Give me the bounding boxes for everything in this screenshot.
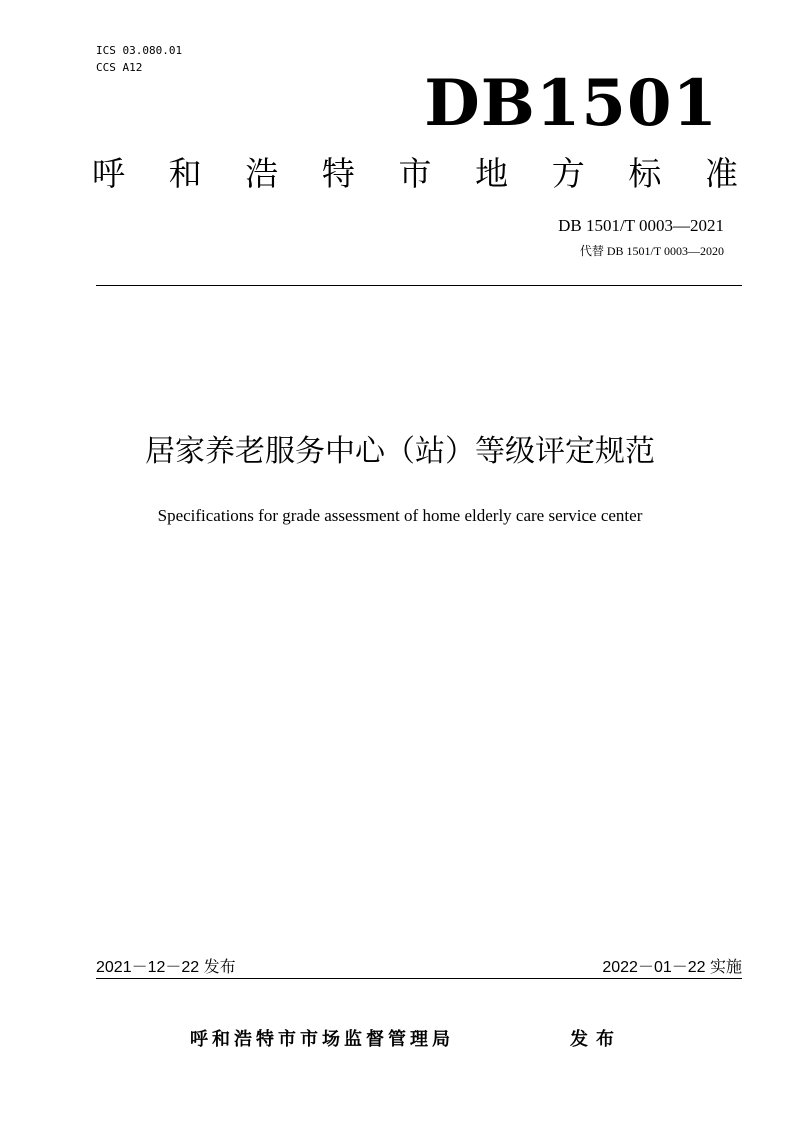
standard-type-char: 地	[475, 154, 509, 193]
standard-type-char: 标	[628, 154, 662, 193]
standard-type-char: 特	[321, 154, 355, 193]
publish-date: 2021－12－22 发布	[96, 959, 236, 976]
standard-type-char: 准	[705, 154, 738, 193]
ics-code: ICS 03.080.01	[96, 44, 183, 57]
classification-codes	[96, 42, 182, 76]
issued-label: 发布	[570, 1029, 622, 1050]
replaces-standard: 代替 DB 1501/T 0003—2020	[579, 244, 724, 258]
standard-type-char: 方	[551, 154, 585, 193]
document-title-cn: 居家养老服务中心（站）等级评定规范	[145, 434, 655, 469]
standard-type-char: 和	[168, 154, 202, 193]
dates-divider	[96, 978, 742, 979]
issuing-authority: 呼和浩特市市场监督管理局	[190, 1029, 454, 1050]
standard-number: DB 1501/T 0003—2021	[558, 216, 724, 235]
standard-type-char: 呼	[92, 154, 125, 193]
ccs-code: CCS A12	[96, 61, 143, 74]
implement-date: 2022－01－22 实施	[602, 959, 742, 976]
standard-type-char: 浩	[245, 154, 279, 193]
standard-type-char: 市	[398, 154, 432, 193]
standard-type	[92, 152, 738, 196]
document-title-en: Specifications for grade assessment of home elderly care service center	[157, 506, 643, 525]
db-code: DB1501	[424, 66, 718, 141]
header-divider	[96, 285, 742, 286]
